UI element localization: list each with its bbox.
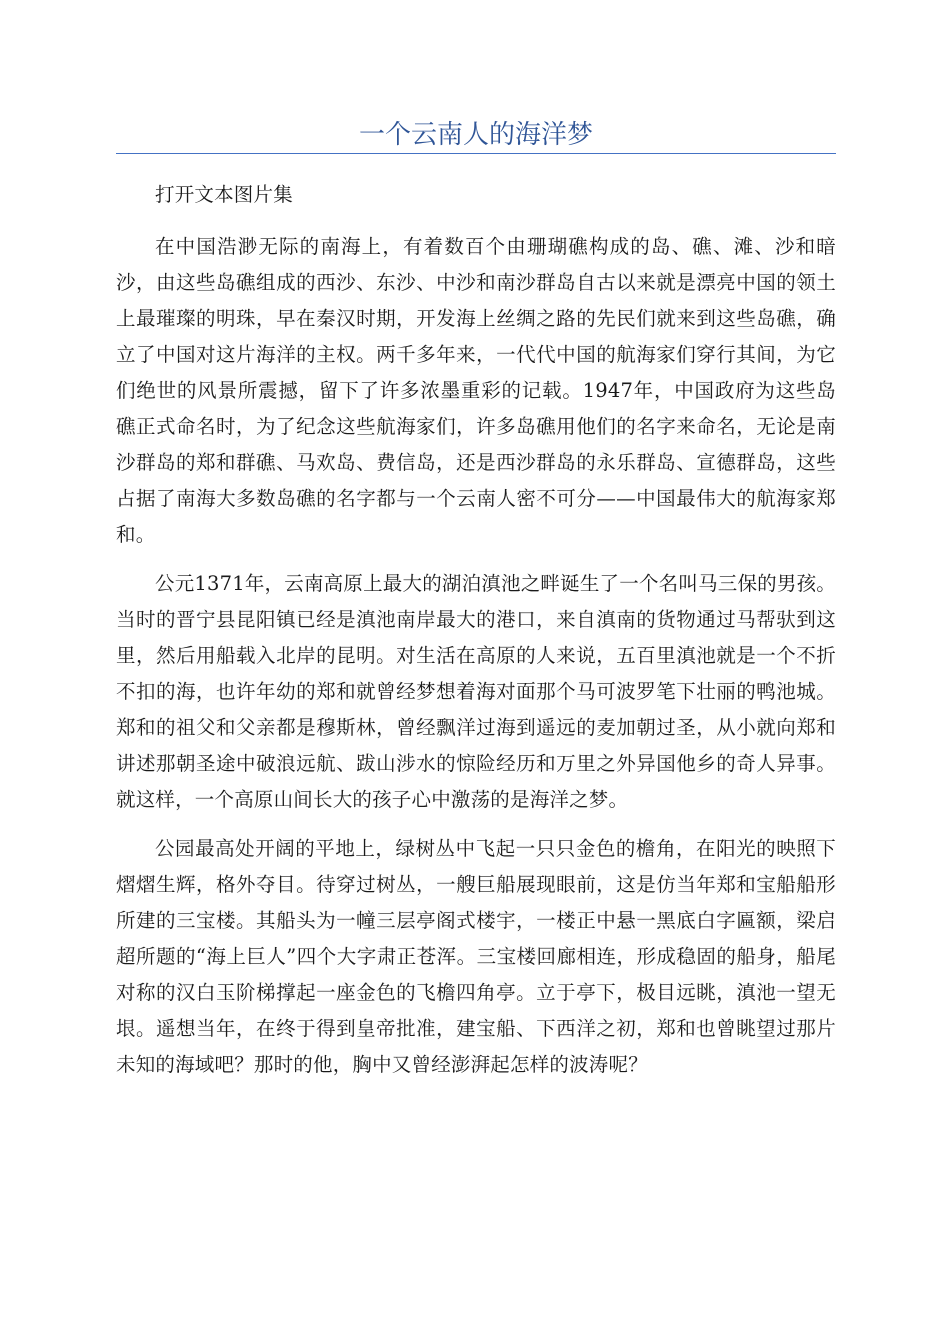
- title-underline-divider: [116, 153, 836, 154]
- paragraph-south-china-sea-islands: 在中国浩渺无际的南海上，有着数百个由珊瑚礁构成的岛、礁、滩、沙和暗沙，由这些岛礁组成的西沙、东沙、中沙和南沙群岛自古以来就是漂亮中国的领土上最璀璨的明珠，早在秦汉时期，开发海上丝绸之路的先民们就来到这些岛礁，确立了中国对这片海洋的主权。两千多年来，一代代中国的航海家们穿行其间，为它们绝世的风景所震撼，留下了许多浓墨重彩的记载。1947年，中国政府为这些岛礁正式命名时，为了纪念这些航海家们，许多岛礁用他们的名字来命名，无论是南沙群岛的郑和群礁、马欢岛、费信岛，还是西沙群岛的永乐群岛、宣德群岛，这些占据了南海大多数岛礁的名字都与一个云南人密不可分——中国最伟大的航海家郑和。: [116, 235, 836, 546]
- paragraph-sanbao-building: 公园最高处开阔的平地上，绿树丛中飞起一只只金色的檐角，在阳光的映照下熠熠生辉，格外夺目。待穿过树丛，一艘巨船展现眼前，这是仿当年郑和宝船船形所建的三宝楼。其船头为一幢三层亭阁式楼宇，一楼正中悬一黑底白字匾额，梁启超所题的“海上巨人”四个大字肃正苍浑。三宝楼回廊相连，形成稳固的船身，船尾对称的汉白玉阶梯撑起一座金色的飞檐四角亭。立于亭下，极目远眺，滇池一望无垠。遥想当年，在终于得到皇帝批准，建宝船、下西洋之初，郑和也曾眺望过那片未知的海域吧？那时的他，胸中又曾经澎湃起怎样的波涛呢？: [116, 837, 836, 1076]
- document-title: 一个云南人的海洋梦: [358, 120, 593, 150]
- document-body: [116, 177, 836, 1096]
- paragraph-zheng-he-childhood: 公元1371年，云南高原上最大的湖泊滇池之畔诞生了一个名叫马三保的男孩。当时的晋宁县昆阳镇已经是滇池南岸最大的港口，来自滇南的货物通过马帮驮到这里，然后用船载入北岸的昆明。对生活在高原的人来说，五百里滇池就是一个不折不扣的海，也许年幼的郑和就曾经梦想着海对面那个马可波罗笔下壮丽的鸭池城。郑和的祖父和父亲都是穆斯林，曾经飘洋过海到遥远的麦加朝过圣，从小就向郑和讲述那朝圣途中破浪远航、跋山涉水的惊险经历和万里之外异国他乡的奇人异事。就这样，一个高原山间长大的孩子心中激荡的是海洋之梦。: [116, 572, 836, 811]
- image-gallery-link-text: 打开文本图片集: [155, 183, 293, 206]
